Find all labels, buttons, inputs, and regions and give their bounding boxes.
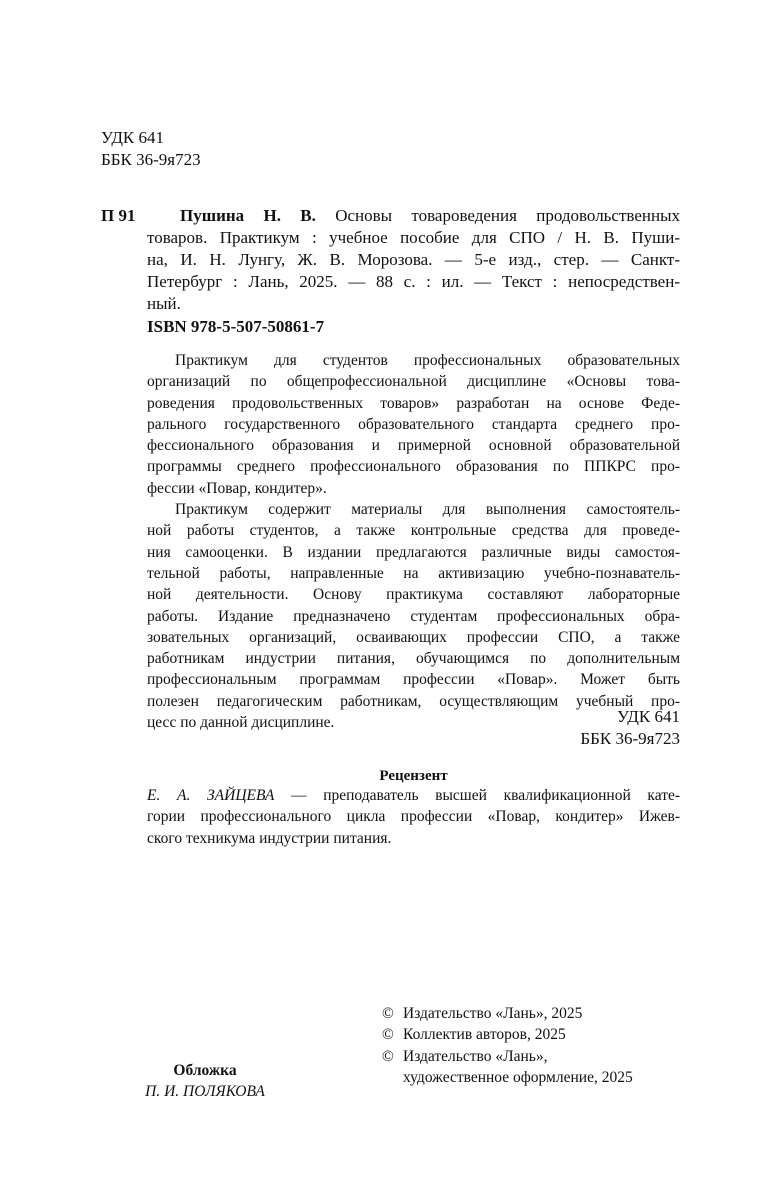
abstract-line: Практикум содержит материалы для выполнения самостоятель- [175,501,680,519]
copyright-text: Издательство «Лань», [403,1047,548,1065]
reviewer-info [147,785,680,849]
abstract-line: полезен педагогическим работникам, осуществляющим учебный про- [147,692,680,710]
classification-codes-bottom [500,706,680,750]
copyright-icon: © [382,1047,394,1065]
abstract-line: рального государственного образовательного стандарта среднего про- [147,415,680,433]
bibliographic-line: Петербург : Лань, 2025. — 88 с. : ил. — Текст : непосредствен- [147,272,680,291]
abstract-line: роведения продовольственных товаров» разработан на основе Феде- [147,394,680,412]
udk-code: УДК 641 [101,128,165,147]
copyright-text: Коллектив авторов, 2025 [403,1026,566,1044]
isbn: ISBN 978-5-507-50861-7 [147,317,325,336]
abstract-line: фессии «Повар, кондитер». [147,479,327,497]
reviewer-name: Е. А. ЗАЙЦЕВА [147,787,275,804]
abstract-line: ной работы студентов, а также контрольные средства для проведе- [147,522,680,540]
reviewer-line: ского техникума индустрии питания. [147,829,392,847]
bibliographic-line: ный. [147,294,181,313]
bbk-code: ББК 36-9я723 [101,150,201,169]
abstract-line: профессиональным программам профессии «Повар». Может быть [147,671,680,689]
cover-credit [115,1060,295,1103]
bibliographic-line: на, И. Н. Лунгу, Ж. В. Морозова. — 5-е изд., стер. — Санкт- [147,250,680,269]
author-name: Пушина Н. В. [180,206,316,225]
copyright-icon: © [382,1026,394,1044]
abstract-line: тельной работы, направленные на активизацию учебно-познаватель- [147,564,680,582]
copyright-text: Издательство «Лань», 2025 [403,1005,583,1022]
cover-title: Обложка [173,1062,237,1079]
abstract-paragraph-1 [147,350,680,499]
bibliographic-line: товаров. Практикум : учебное пособие для СПО / Н. В. Пуши- [147,228,680,247]
abstract-line: ния самооценки. В издании предлагаются различные виды самостоя- [147,543,680,561]
abstract-line: фессионального образования и примерной основной образовательной [147,437,680,455]
abstract-paragraph-2 [147,499,680,733]
reviewer-heading: Рецензент [379,768,448,784]
abstract-line: Практикум для студентов профессиональных образовательных [175,352,680,369]
copyright-entry [382,1024,682,1045]
abstract-line: программы среднего профессионального образования по ППКРС про- [147,458,680,476]
abstract-line: ной деятельности. Основу практикума составляют лабораторные [147,586,680,604]
copyright-entry [382,1046,682,1067]
abstract [147,350,680,733]
copyright-block [382,1003,682,1088]
abstract-line: работникам индустрии питания, обучающимся по дополнительным [147,650,680,668]
bbk-code: ББК 36-9я723 [580,729,680,748]
abstract-line: организаций по общепрофессиональной дисциплине «Основы това- [147,373,680,391]
abstract-line: зовательных организаций, осваивающих профессии СПО, а также [147,628,680,646]
reviewer-line [147,785,680,806]
abstract-line: цесс по данной дисциплине. [147,714,335,732]
abstract-line: работы. Издание предназначено студентам профессиональных обра- [147,607,680,625]
cover-designer: П. И. ПОЛЯКОВА [145,1083,265,1101]
copyright-entry [382,1003,682,1024]
udk-code: УДК 641 [616,707,680,726]
copyright-text: художественное оформление, 2025 [403,1068,633,1086]
book-title: Основы товароведения продовольственных [335,206,680,225]
bibliographic-record [147,205,680,315]
author-mark: П 91 [101,206,136,225]
reviewer-position: — преподаватель высшей квалификационной кате- [291,787,681,804]
copyright-icon: © [382,1005,394,1022]
classification-codes-top [101,127,321,171]
reviewer-line: гории профессионального цикла профессии «Повар, кондитер» Ижев- [147,808,680,826]
bibliographic-line [180,205,680,227]
